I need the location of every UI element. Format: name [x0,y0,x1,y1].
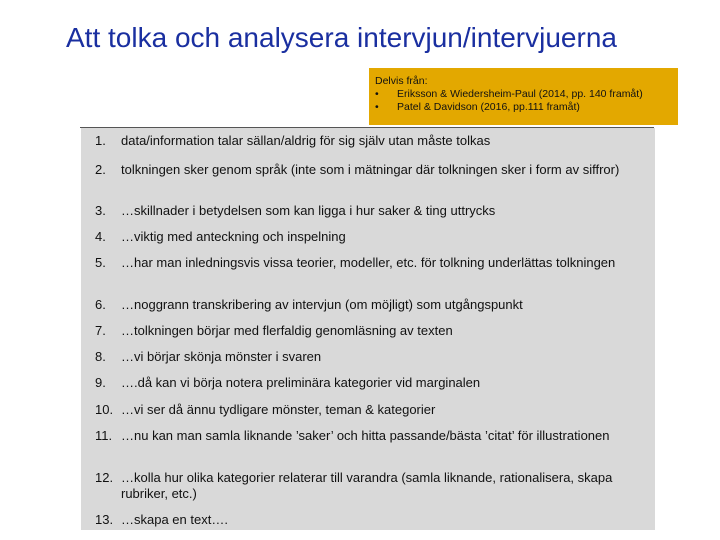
list-item [95,470,643,502]
source-heading: Delvis från: [375,75,428,87]
list-item [95,297,643,313]
list-item [95,349,643,365]
source-box [369,68,678,125]
bullet-icon: • [375,88,379,100]
list-item-text: …kolla hur olika kategorier relaterar till varandra (samla liknande, rationalisera, skapa rubriker, etc.) [121,470,613,501]
list-item-number: 10. [95,402,114,417]
list-item-text: …viktig med anteckning och inspelning [121,229,346,244]
source-item-text: Patel & Davidson (2016, pp.111 framåt) [397,101,580,113]
list-item-number: 12. [95,470,114,485]
source-item [375,101,678,114]
list-item [95,133,643,149]
list-item-number: 13. [95,512,114,527]
bullet-icon: • [375,101,379,113]
list-item [95,255,643,271]
list-item-text: …har man inledningsvis vissa teorier, modeller, etc. för tolkning underlättas tolkningen [121,255,616,270]
list-item [95,323,643,339]
list-item-number: 3. [95,203,106,218]
list-item-number: 9. [95,375,106,390]
list-item-number: 7. [95,323,106,338]
list-item [95,203,643,219]
list-item [95,402,643,418]
list-item-text: …vi ser då ännu tydligare mönster, teman & kategorier [121,402,436,417]
list-item-text: data/information talar sällan/aldrig för sig själv utan måste tolkas [121,133,491,148]
list-item-number: 11. [95,428,113,443]
list-item-number: 6. [95,297,106,312]
list-item-text: …tolkningen börjar med flerfaldig genomläsning av texten [121,323,453,338]
list-item [95,229,643,245]
list-item [95,512,643,528]
list-item [95,375,643,391]
source-item-text: Eriksson & Wiedersheim-Paul (2014, pp. 140 framåt) [397,88,643,100]
list-item-number: 4. [95,229,106,244]
list-item-text: …skillnader i betydelsen som kan ligga i hur saker & ting uttrycks [121,203,496,218]
list-item [95,162,643,178]
slide-title: Att tolka och analysera intervjun/intervjuerna [66,22,617,53]
source-item [375,88,678,101]
list-item-number: 2. [95,162,106,177]
list-item-text: …skapa en text…. [121,512,228,527]
list-item-text: …noggrann transkribering av intervjun (om möjligt) som utgångspunkt [121,297,523,312]
list-item-number: 5. [95,255,106,270]
list-item-text: tolkningen sker genom språk (inte som i mätningar där tolkningen sker i form av siffror) [121,162,620,177]
list-item [95,428,643,444]
list-item-text: ….då kan vi börja notera preliminära kategorier vid marginalen [121,375,481,390]
list-item-number: 1. [95,133,106,148]
list-item-number: 8. [95,349,106,364]
numbered-list [81,128,655,530]
list-item-text: …vi börjar skönja mönster i svaren [121,349,322,364]
list-item-text: …nu kan man samla liknande ’saker’ och hitta passande/bästa ’citat’ för illustrationen [121,428,610,443]
